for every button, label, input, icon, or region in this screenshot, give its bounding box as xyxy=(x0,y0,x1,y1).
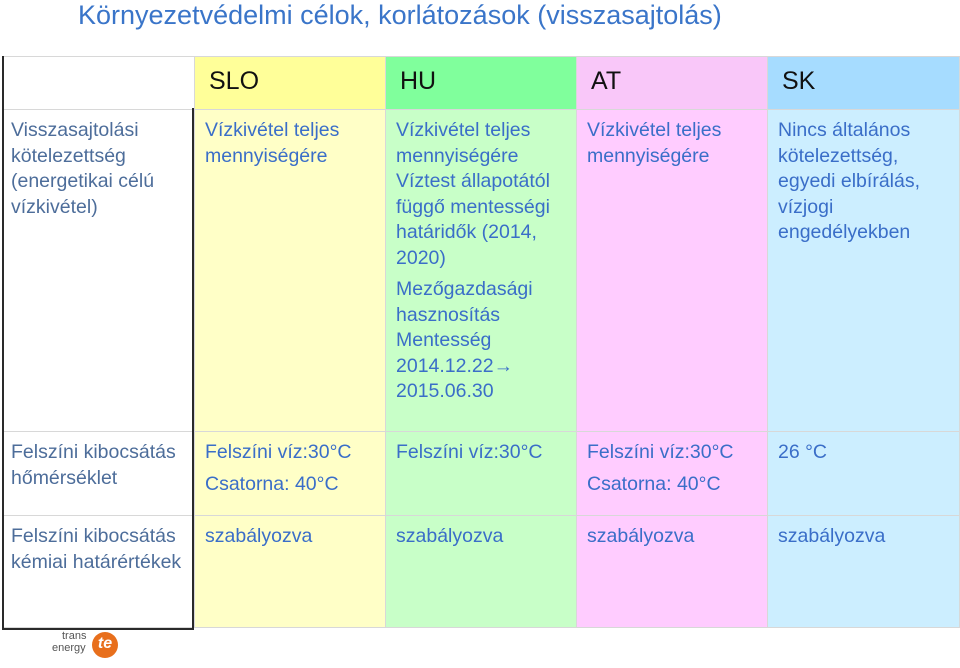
row-label-cell xyxy=(3,432,195,516)
cell-text: Csatorna: 40°C xyxy=(587,472,721,495)
label-column-divider xyxy=(192,108,194,630)
table-left-border xyxy=(2,56,4,630)
header-hu: HU xyxy=(386,57,577,110)
cell-text: 26 °C xyxy=(778,441,827,463)
header-row xyxy=(3,57,960,110)
row-label: Felszíni kibocsátás kémiai határértékek xyxy=(11,525,182,573)
comparison-table xyxy=(2,56,960,628)
hu-cell xyxy=(386,110,577,432)
cell-text: szabályozva xyxy=(396,525,504,547)
row-label: Visszasajtolási kötelezettség (energetikai célú vízkivétel) xyxy=(11,119,155,218)
row-label-cell xyxy=(3,110,195,432)
at-cell xyxy=(577,110,768,432)
row-label-cell xyxy=(3,516,195,628)
header-slo: SLO xyxy=(195,57,386,110)
table-row xyxy=(3,110,960,432)
slo-cell xyxy=(195,516,386,628)
slo-cell xyxy=(195,432,386,516)
cell-text: Vízkivétel teljes mennyiségére xyxy=(205,119,340,167)
row-label: Felszíni kibocsátás hőmérséklet xyxy=(11,441,176,489)
cell-text: Felszíni víz:30°C xyxy=(587,441,734,463)
cell-text: Felszíni víz:30°C xyxy=(205,441,352,463)
cell-text: Vízkivétel teljes mennyiségére xyxy=(587,119,722,167)
header-at: AT xyxy=(577,57,768,110)
slo-cell xyxy=(195,110,386,432)
slide-title: Környezetvédelmi célok, korlátozások (visszasajtolás) xyxy=(78,0,722,30)
header-corner xyxy=(3,57,195,110)
header-sk: SK xyxy=(768,57,960,110)
cell-text: Vízkivétel teljes mennyiségére Víztest állapotától függő mentességi határidők (2014, 2020) xyxy=(396,119,550,269)
cell-text: Mezőgazdasági hasznosítás Mentesség 2014.12.22→ 2015.06.30 xyxy=(396,278,533,402)
sk-cell xyxy=(768,110,960,432)
cell-text: Nincs általános kötelezettség, egyedi elbírálás, vízjogi engedélyekben xyxy=(778,119,921,243)
cell-text: szabályozva xyxy=(205,525,313,547)
table-row xyxy=(3,432,960,516)
hu-cell xyxy=(386,516,577,628)
table-row xyxy=(3,516,960,628)
hu-cell xyxy=(386,432,577,516)
cell-text: szabályozva xyxy=(587,525,695,547)
te-logo-icon: te xyxy=(92,632,118,658)
at-cell xyxy=(577,516,768,628)
at-cell xyxy=(577,432,768,516)
cell-text: szabályozva xyxy=(778,525,886,547)
transenergy-logo: trans energy te xyxy=(52,628,132,666)
sk-cell xyxy=(768,432,960,516)
cell-text: Csatorna: 40°C xyxy=(205,472,339,495)
cell-text: Felszíni víz:30°C xyxy=(396,441,543,463)
sk-cell xyxy=(768,516,960,628)
